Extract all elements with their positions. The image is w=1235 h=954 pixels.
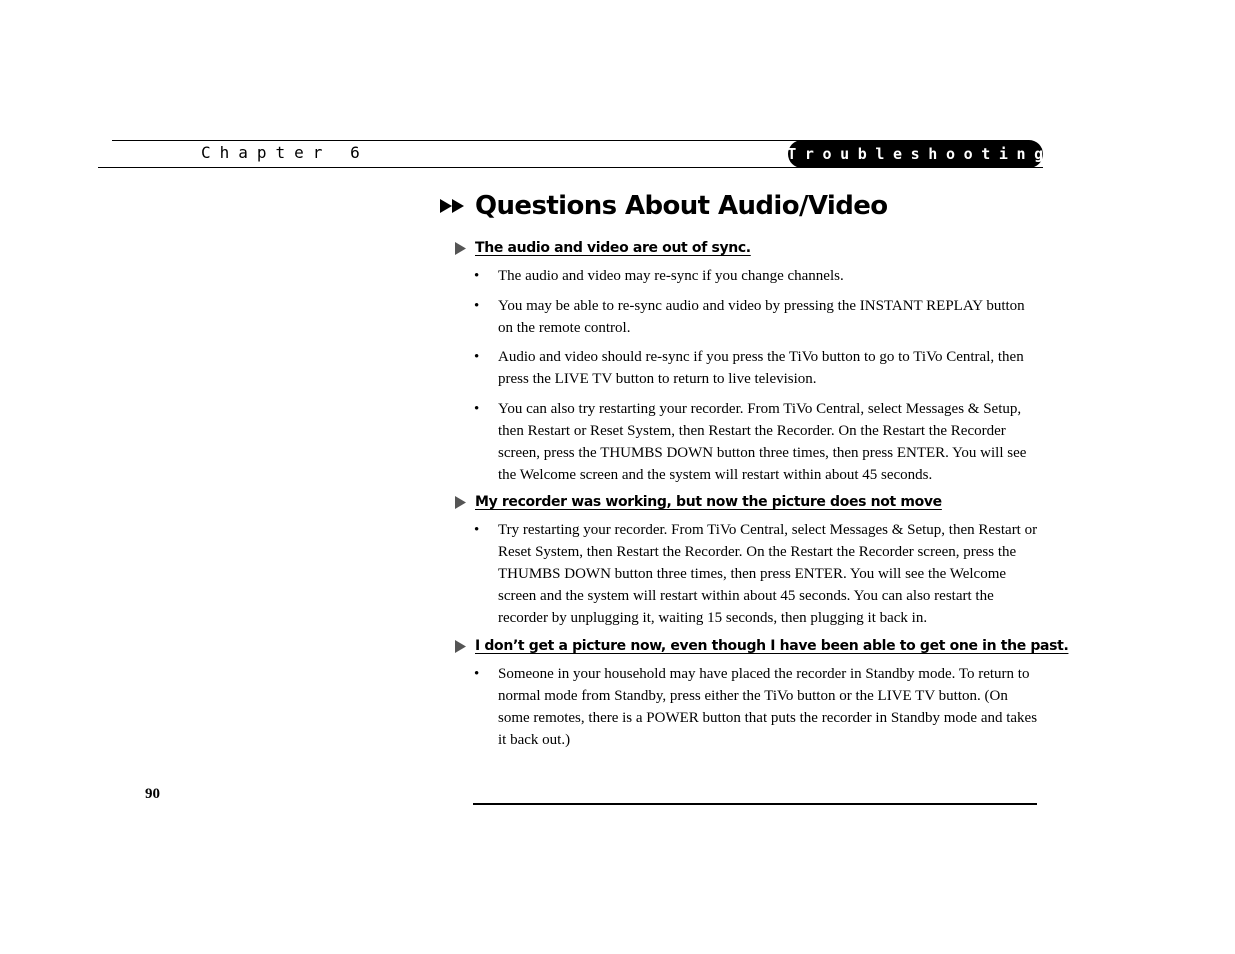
list-item-text: Someone in your household may have placed the recorder in Standby mode. To return to normal mode from Standby, press either the TiVo button or the LIVE TV button. (On some remotes, there is a POWER button that puts the recorder in Standby mode and takes it back out.) [498,666,1038,748]
list-item [474,519,1039,629]
bullet-glyph: • [474,349,480,365]
question-heading [455,636,1068,656]
footer-rule [473,803,1037,805]
bullet-glyph: • [474,298,480,314]
list-item [474,398,1039,486]
fast-forward-icon [440,197,466,215]
bullet-glyph: • [474,401,480,417]
question-heading-text: My recorder was working, but now the picture does not move [475,494,942,510]
page-number: 90 [145,786,160,802]
bullet-glyph: • [474,522,480,538]
question-heading [455,238,751,258]
list-item [474,295,1039,339]
page-title-row [440,188,888,224]
play-arrow-icon [455,640,466,653]
question-heading-text: The audio and video are out of sync. [475,240,751,256]
chapter-label: Chapter 6 [201,143,369,162]
page-title: Questions About Audio/Video [475,191,888,221]
list-item [474,663,1039,751]
section-tab [787,140,1052,168]
list-item-text: Try restarting your recorder. From TiVo Central, select Messages & Setup, then Restart or Reset System, then Restart the Recorder. On the Restart the Recorder screen, press the THUMBS DOWN button three times, then press ENTER. You will see the Welcome screen and the system will restart within about 45 seconds. You can also restart the recorder by unplugging it, waiting 15 seconds, then plugging it back in. [498,522,1038,626]
header-rule-top [112,140,802,141]
list-item [474,346,1039,390]
question-heading-text: I don’t get a picture now, even though I have been able to get one in the past. [475,638,1069,654]
list-item-text: Audio and video should re-sync if you press the TiVo button to go to TiVo Central, then press the LIVE TV button to return to live television. [498,349,1024,387]
play-arrow-icon [455,242,466,255]
bullet-glyph: • [474,268,480,284]
list-item-text: The audio and video may re-sync if you change channels. [498,268,844,284]
question-heading [455,492,942,512]
bullet-glyph: • [474,666,480,682]
list-item-text: You may be able to re-sync audio and video by pressing the INSTANT REPLAY button on the remote control. [498,298,1025,336]
list-item-text: You can also try restarting your recorder. From TiVo Central, select Messages & Setup, then Restart or Reset System, then Restart the Recorder. On the Restart the Recorder screen, press the THUMBS DOWN button three times, then press ENTER. You will see the Welcome screen and the system will restart within about 45 seconds. [498,401,1027,483]
play-arrow-icon [455,496,466,509]
section-label: Troubleshooting [787,145,1052,163]
list-item [474,265,1039,287]
